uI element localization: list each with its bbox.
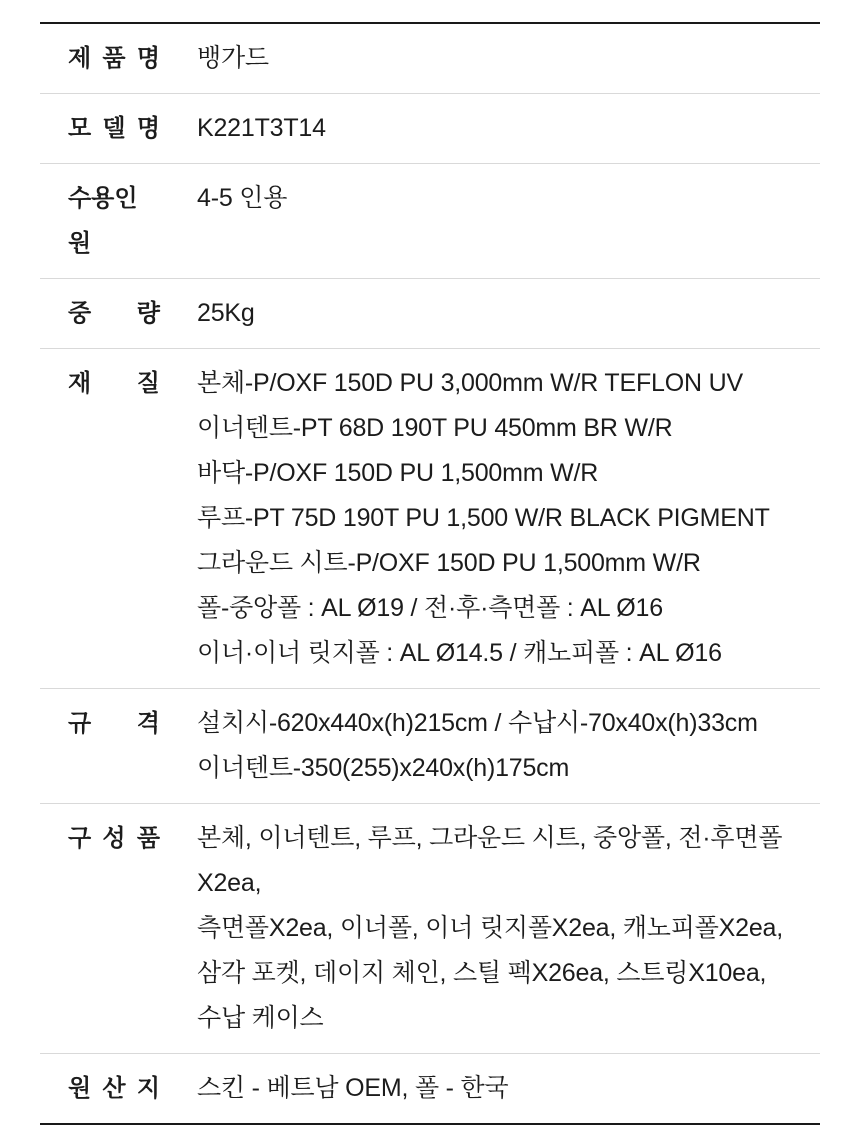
row-label: 원 산 지	[68, 1075, 160, 1102]
row-value-line: 설치시-620x440x(h)215cm / 수납시-70x40x(h)33cm	[197, 709, 758, 737]
row-value-line: 그라운드 시트-P/OXF 150D PU 1,500mm W/R	[197, 549, 701, 577]
table-row-capacity	[40, 164, 820, 279]
row-value-line: 이너·이너 릿지폴 : AL Ø14.5 / 캐노피폴 : AL Ø16	[197, 639, 722, 667]
row-value-line: K221T3T14	[197, 114, 326, 142]
row-label: 구 성 품	[68, 825, 160, 852]
spec-table	[40, 22, 820, 1125]
row-label: 재 질	[68, 370, 160, 397]
row-value-line: 바닥-P/OXF 150D PU 1,500mm W/R	[197, 459, 599, 487]
row-value-line: 폴-중앙폴 : AL Ø19 / 전·후·측면폴 : AL Ø16	[197, 594, 663, 622]
row-value-line: 루프-PT 75D 190T PU 1,500 W/R BLACK PIGMENT	[197, 504, 770, 532]
row-value-line: 삼각 포켓, 데이지 체인, 스틸 펙X26ea, 스트링X10ea,	[197, 959, 767, 987]
row-value	[197, 176, 820, 221]
row-value-line: 수납 케이스	[197, 1004, 324, 1032]
row-value	[197, 106, 820, 151]
table-row-components	[40, 804, 820, 1054]
row-value	[197, 361, 820, 676]
table-row-weight	[40, 279, 820, 349]
row-value	[197, 816, 820, 1041]
row-label: 모 델 명	[68, 115, 160, 142]
row-value-line: 이너텐트-PT 68D 190T PU 450mm BR W/R	[197, 414, 673, 442]
row-value-line: 본체-P/OXF 150D PU 3,000mm W/R TEFLON UV	[197, 369, 743, 397]
row-value-line: 본체, 이너텐트, 루프, 그라운드 시트, 중앙폴, 전·후면폴X2ea,	[197, 824, 783, 897]
row-value-line: 뱅가드	[197, 44, 269, 72]
row-value-line: 이너텐트-350(255)x240x(h)175cm	[197, 754, 570, 782]
row-value-line: 25Kg	[197, 299, 255, 327]
row-label: 제 품 명	[68, 45, 160, 72]
table-row-model-name	[40, 94, 820, 164]
row-value-line: 4-5 인용	[197, 184, 288, 212]
row-value	[197, 701, 820, 791]
table-row-product-name	[40, 24, 820, 94]
row-value-line: 측면폴X2ea, 이너폴, 이너 릿지폴X2ea, 캐노피폴X2ea,	[197, 914, 783, 942]
table-row-origin	[40, 1054, 820, 1123]
row-label: 중 량	[68, 300, 160, 327]
row-value	[197, 1066, 820, 1111]
row-label: 수용인원	[68, 185, 138, 257]
row-value	[197, 291, 820, 336]
table-row-material	[40, 349, 820, 689]
table-row-dimensions	[40, 689, 820, 804]
row-label: 규 격	[68, 710, 160, 737]
row-value-line: 스킨 - 베트남 OEM, 폴 - 한국	[197, 1074, 509, 1102]
row-value	[197, 36, 820, 81]
